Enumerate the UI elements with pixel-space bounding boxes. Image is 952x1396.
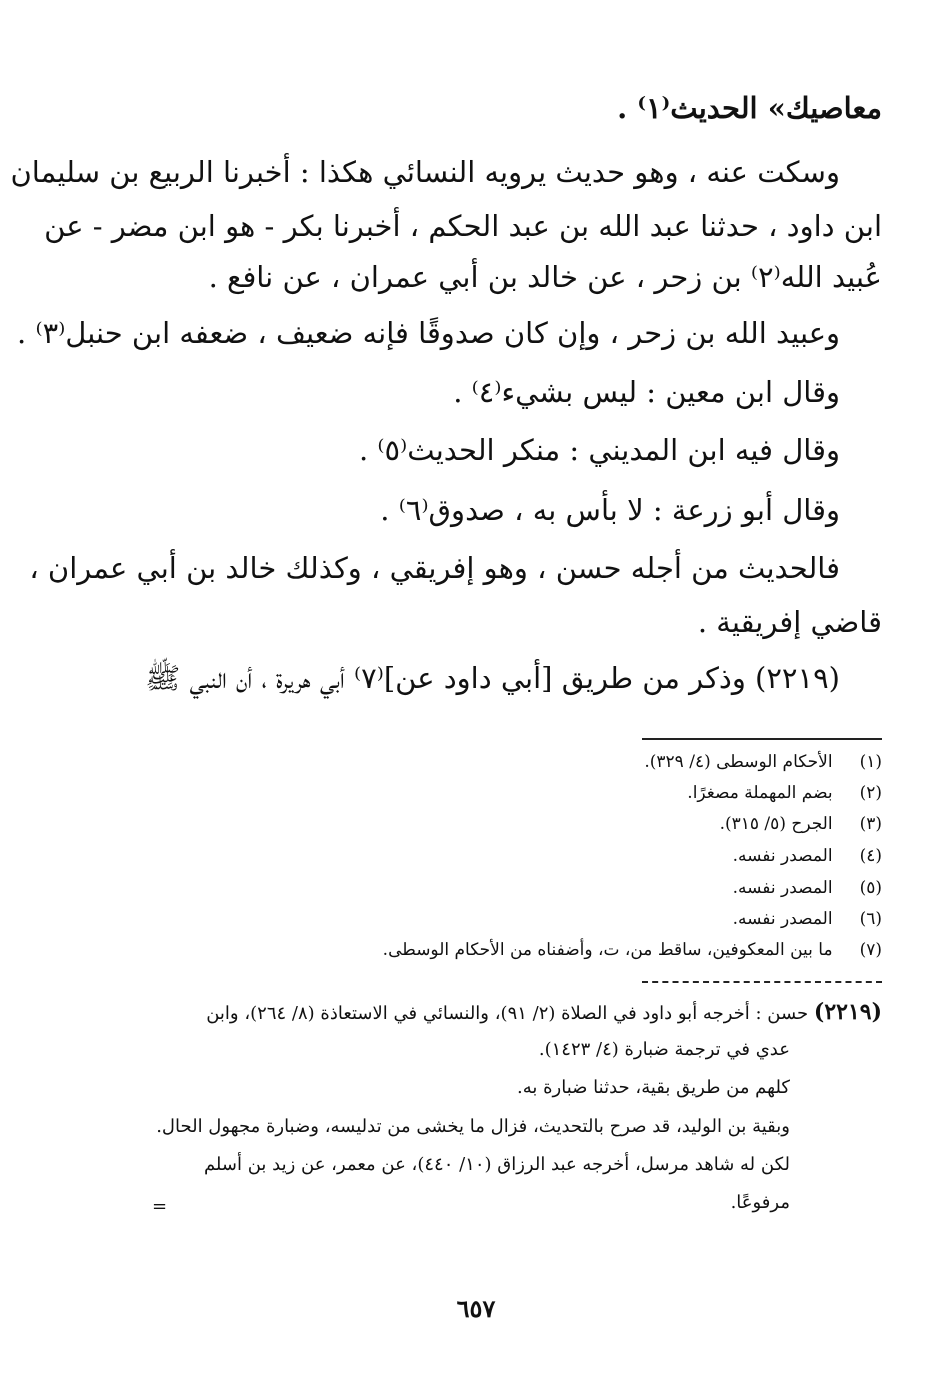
footnote-rule <box>642 738 882 740</box>
footnote-text: بضم المهملة مصغرًا. <box>687 783 833 803</box>
text-line-6: وقال ابن معين : ليس بشيء⁽٤⁾ . <box>453 375 840 409</box>
footnote-number: (٣) <box>859 814 882 834</box>
hadith-note-line-1 <box>206 998 882 1028</box>
footnote-text: الجرح (٥/ ٣١٥). <box>719 814 833 834</box>
text-line-10: قاضي إفريقية . <box>697 605 882 639</box>
page-number: ٦٥٧ <box>456 1294 496 1323</box>
footnote-5 <box>733 876 882 900</box>
footnote-number: (٧) <box>859 940 882 960</box>
text-line-3: ابن داود ، حدثنا عبد الله بن عبد الحكم ، أخبرنا بكر - هو ابن مضر - عن <box>44 209 882 243</box>
footnote-text: المصدر نفسه. <box>732 846 833 866</box>
text-line-1: معاصيك» الحديث⁽١⁾ . <box>617 91 882 125</box>
dashed-rule <box>642 981 882 983</box>
footnote-number: (١) <box>859 752 882 772</box>
continuation-mark: = <box>152 1196 168 1217</box>
footnote-3 <box>720 812 882 836</box>
hadith-note-number: (٢٢١٩) <box>813 999 882 1025</box>
footnote-number: (٤) <box>859 846 882 866</box>
footnote-4 <box>733 844 882 868</box>
text-line-9: فالحديث من أجله حسن ، وهو إفريقي ، وكذلك خالد بن أبي عمران ، <box>29 551 840 585</box>
hadith-note-line-3: كلهم من طريق بقية، حدثنا ضبارة به. <box>517 1077 790 1098</box>
footnote-1 <box>644 750 882 774</box>
text-line-7: وقال فيه ابن المديني : منكر الحديث⁽٥⁾ . <box>358 433 840 467</box>
hadith-note-line-5: لكن له شاهد مرسل، أخرجه عبد الرزاق (١٠/ ٤٤٠)، عن معمر، عن زيد بن أسلم <box>203 1154 790 1175</box>
footnote-7 <box>383 938 882 962</box>
text-line-4: عُبيد الله⁽٢⁾ بن زحر ، عن خالد بن أبي عمران ، عن نافع . <box>208 260 882 294</box>
hadith-note-line-4: وبقية بن الوليد، قد صرح بالتحديث، فزال ما يخشى من تدليسه، وضبارة مجهول الحال. <box>156 1116 790 1137</box>
footnote-text: الأحكام الوسطى (٤/ ٣٢٩). <box>644 752 833 772</box>
footnote-number: (٦) <box>859 909 882 929</box>
footnote-text: المصدر نفسه. <box>732 909 833 929</box>
footnote-2 <box>687 781 882 805</box>
text-line-5: وعبيد الله بن زحر ، وإن كان صدوقًا فإنه ضعيف ، ضعفه ابن حنبل⁽٣⁾ . <box>17 316 840 350</box>
text-line-2: وسكت عنه ، وهو حديث يرويه النسائي هكذا : أخبرنا الربيع بن سليمان <box>10 155 840 189</box>
hadith-note-line-2: عدي في ترجمة ضبارة (٤/ ١٤٢٣). <box>538 1039 790 1060</box>
text-line-8: وقال أبو زرعة : لا بأس به ، صدوق⁽٦⁾ . <box>380 493 840 527</box>
footnote-number: (٢) <box>859 783 882 803</box>
hadith-note-text: حسن : أخرجه أبو داود في الصلاة (٢/ ٩١)، والنسائي في الاستعاذة (٨/ ٢٦٤)، وابن <box>206 1003 809 1024</box>
hadith-note-line-6: مرفوعًا. <box>730 1192 790 1213</box>
footnote-text: ما بين المعكوفين، ساقط من، ت، وأضفناه من الأحكام الوسطى. <box>382 940 833 960</box>
footnote-number: (٥) <box>859 878 882 898</box>
footnote-text: المصدر نفسه. <box>732 878 833 898</box>
text-line-11: (٢٢١٩) وذكر من طريق [أبي داود عن]⁽٧⁾ أبي هريرة ، أن النبي ﷺ <box>145 661 840 695</box>
footnote-6 <box>733 907 882 931</box>
